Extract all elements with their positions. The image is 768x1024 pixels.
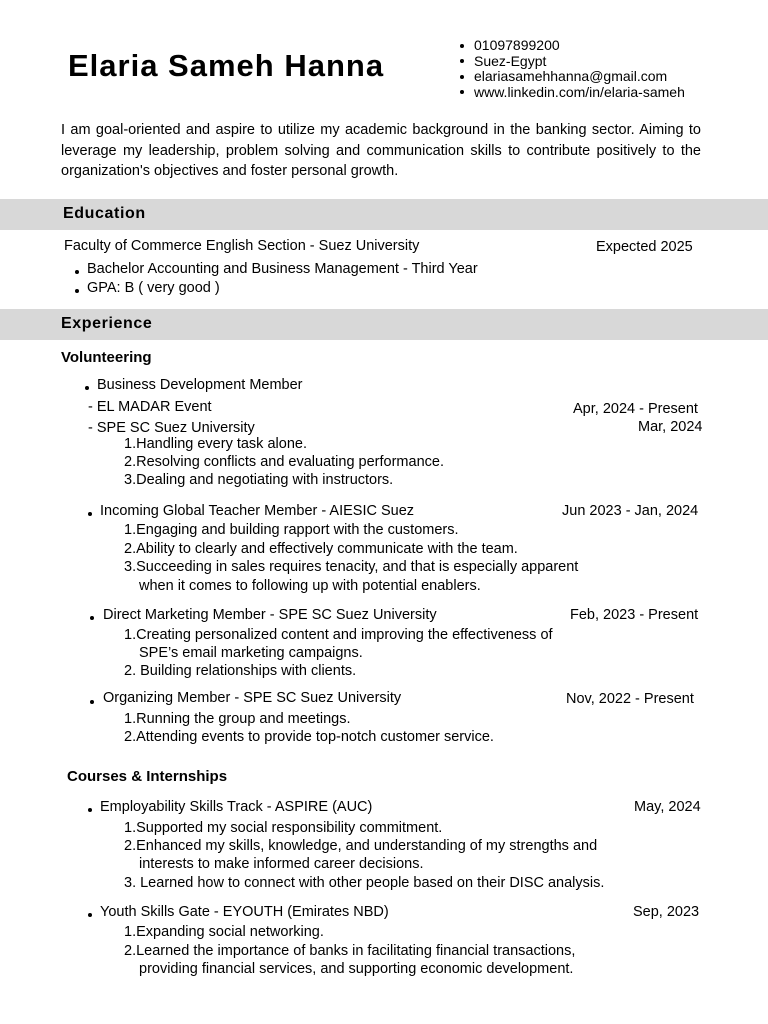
role-title: Organizing Member - SPE SC Suez University xyxy=(103,690,402,706)
role-title: Business Development Member xyxy=(97,377,303,393)
course-point: 2.Enhanced my skills, knowledge, and understanding of my strengths and xyxy=(124,838,598,854)
course-point: interests to make informed career decisions. xyxy=(139,856,424,872)
bullet-icon xyxy=(88,512,92,516)
role-title: Incoming Global Teacher Member - AIESIC Suez xyxy=(100,503,415,519)
role-date: Apr, 2024 - Present xyxy=(573,401,698,417)
role-point: when it comes to following up with potential enablers. xyxy=(139,578,481,594)
bullet-icon xyxy=(75,289,79,293)
experience-section-header: Experience xyxy=(0,309,768,340)
education-gpa: GPA: B ( very good ) xyxy=(87,280,220,296)
bullet-icon xyxy=(90,700,94,704)
course-point: 1.Expanding social networking. xyxy=(124,924,324,940)
bullet-icon xyxy=(460,44,464,48)
role-org: - SPE SC Suez University xyxy=(88,420,255,436)
education-institution: Faculty of Commerce English Section - Suez University xyxy=(64,238,420,254)
bullet-icon xyxy=(88,808,92,812)
course-point: 2.Learned the importance of banks in facilitating financial transactions, xyxy=(124,943,576,959)
contact-location: Suez-Egypt xyxy=(460,54,685,70)
role-point: 2.Resolving conflicts and evaluating performance. xyxy=(124,454,444,470)
contact-linkedin[interactable]: www.linkedin.com/in/elaria-sameh xyxy=(460,85,685,101)
education-section-header: Education xyxy=(0,199,768,230)
role-point: 2.Attending events to provide top-notch customer service. xyxy=(124,729,494,745)
course-point: 3. Learned how to connect with other people based on their DISC analysis. xyxy=(124,875,605,891)
role-org: - EL MADAR Event xyxy=(88,399,212,415)
role-point: 1.Engaging and building rapport with the customers. xyxy=(124,522,459,538)
volunteering-heading: Volunteering xyxy=(61,349,152,366)
bullet-icon xyxy=(90,616,94,620)
course-title: Employability Skills Track - ASPIRE (AUC) xyxy=(100,799,373,815)
contact-phone: 01097899200 xyxy=(460,38,685,54)
role-point: 2.Ability to clearly and effectively communicate with the team. xyxy=(124,541,518,557)
role-point: 3.Dealing and negotiating with instructors. xyxy=(124,472,394,488)
role-date: Nov, 2022 - Present xyxy=(566,691,694,707)
contact-email[interactable]: elariasamehhanna@gmail.com xyxy=(460,69,685,85)
course-date: May, 2024 xyxy=(634,799,701,815)
role-point: 1.Handling every task alone. xyxy=(124,436,307,452)
course-date: Sep, 2023 xyxy=(633,904,700,920)
education-date: Expected 2025 xyxy=(596,239,693,255)
summary-paragraph: I am goal-oriented and aspire to utilize my academic background in the banking sector. Aiming to leverage my leadership, problem solving and communication skills to contribute positively to the organization's objectives and foster personal growth. xyxy=(61,122,701,179)
role-date: Jun 2023 - Jan, 2024 xyxy=(562,503,699,519)
bullet-icon xyxy=(75,270,79,274)
bullet-icon xyxy=(460,75,464,79)
course-title: Youth Skills Gate - EYOUTH (Emirates NBD) xyxy=(100,904,389,920)
bullet-icon xyxy=(460,90,464,94)
education-degree: Bachelor Accounting and Business Management - Third Year xyxy=(87,261,478,277)
role-point: 2. Building relationships with clients. xyxy=(124,663,357,679)
courses-heading: Courses & Internships xyxy=(67,768,228,785)
candidate-name: Elaria Sameh Hanna xyxy=(68,48,385,83)
role-point: SPE’s email marketing campaigns. xyxy=(139,645,363,661)
contact-list xyxy=(460,38,685,100)
role-point: 3.Succeeding in sales requires tenacity, and that is especially apparent xyxy=(124,559,579,575)
bullet-icon xyxy=(460,59,464,63)
role-title: Direct Marketing Member - SPE SC Suez University xyxy=(103,607,437,623)
role-date: Mar, 2024 xyxy=(638,419,703,435)
bullet-icon xyxy=(88,913,92,917)
role-point: 1.Running the group and meetings. xyxy=(124,711,351,727)
course-point: providing financial services, and supporting economic development. xyxy=(139,961,574,977)
course-point: 1.Supported my social responsibility commitment. xyxy=(124,820,443,836)
role-date: Feb, 2023 - Present xyxy=(570,607,699,623)
bullet-icon xyxy=(85,386,89,390)
role-point: 1.Creating personalized content and improving the effectiveness of xyxy=(124,627,553,643)
